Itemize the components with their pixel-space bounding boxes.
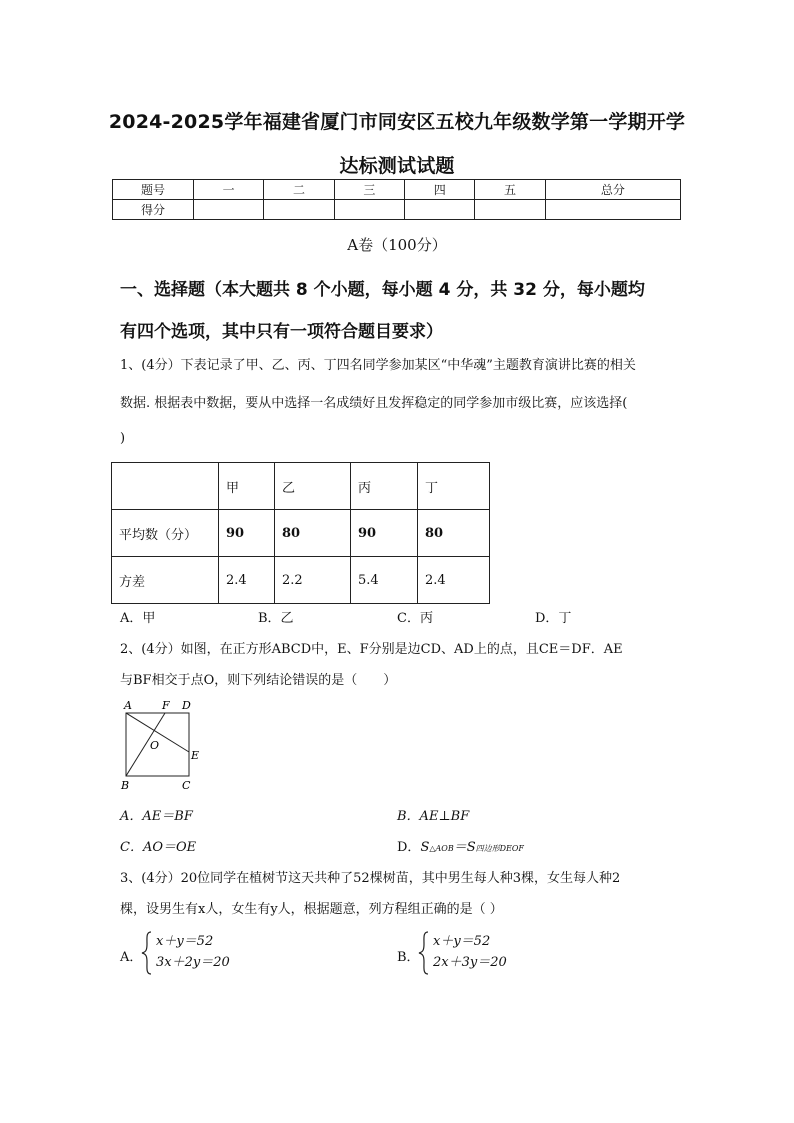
- score-cell: [194, 200, 264, 220]
- score-table-header-row: [113, 180, 681, 200]
- q1-option-c: C．丙: [397, 611, 433, 626]
- score-row-label: 得分: [113, 200, 194, 220]
- score-cell: [264, 200, 334, 220]
- q1-option-a: A．甲: [120, 611, 156, 626]
- label-a: A: [124, 699, 132, 712]
- q2-option-d-prefix: D．: [397, 840, 421, 855]
- q3-option-a-brace: [140, 930, 154, 976]
- title-line-1: 2024-2025学年福建省厦门市同安区五校九年级数学第一学期开学: [108, 111, 686, 133]
- q1-table-row: [112, 557, 490, 604]
- q1-table-header: 乙: [275, 463, 351, 510]
- q3-option-a-system: [156, 931, 230, 973]
- score-header-cell: 总分: [545, 180, 680, 200]
- label-b: B: [121, 779, 130, 792]
- q2-option-c: C．AO＝OE: [120, 840, 197, 855]
- q1-table-row: [112, 510, 490, 557]
- label-d: D: [182, 699, 191, 712]
- q1-table-corner: [112, 463, 219, 510]
- q2-text-line2: 与BF相交于点O，则下列结论错误的是（ ）: [120, 673, 397, 688]
- q1-table-header: 丁: [418, 463, 490, 510]
- score-header-cell: 四: [405, 180, 475, 200]
- q1-text-line1: 1、(4分）下表记录了甲、乙、丙、丁四名同学参加某区“中华魂”主题教育演讲比赛的相关: [120, 358, 636, 373]
- q1-option-d: D．丁: [535, 611, 572, 626]
- q1-table-cell: 90: [351, 510, 418, 557]
- q2-option-d-eq: ＝S: [453, 840, 476, 855]
- label-c: C: [182, 779, 191, 792]
- q2-text-line1: 2、(4分）如图，在正方形ABCD中，E、F分别是边CD、AD上的点，且CE＝DF．AE: [120, 642, 623, 657]
- label-o: O: [150, 739, 160, 752]
- q3-option-a-eq2: 3x＋2y＝20: [156, 955, 230, 970]
- score-header-cell: 二: [264, 180, 334, 200]
- q2-option-d-sub1: △AOB: [429, 844, 454, 853]
- q3-text-line2: 棵，设男生有x人，女生有y人，根据题意，列方程组正确的是（ ）: [120, 902, 503, 917]
- score-table-row: [113, 200, 681, 220]
- q1-option-b: B．乙: [258, 611, 294, 626]
- q1-table-header: 丙: [351, 463, 418, 510]
- q3-option-b-eq1: x＋y＝52: [433, 934, 491, 949]
- q2-option-d-s1: S: [420, 840, 430, 855]
- q3-option-b-system: [433, 931, 507, 973]
- q1-text-line2: 数据. 根据表中数据，要从中选择一名成绩好且发挥稳定的同学参加市级比赛，应该选择(: [120, 396, 628, 411]
- part1-heading-line2: 有四个选项，其中只有一项符合题目要求）: [120, 322, 443, 342]
- q1-table-cell: 90: [219, 510, 275, 557]
- q1-table-cell: 5.4: [351, 557, 418, 604]
- q1-table-cell: 80: [418, 510, 490, 557]
- score-cell: [334, 200, 404, 220]
- q2-option-d: [397, 836, 524, 855]
- q3-option-b-label: B．: [397, 950, 420, 965]
- q1-table-row-label: 方差: [112, 557, 219, 604]
- q1-table-header: 甲: [219, 463, 275, 510]
- q3-option-a-eq1: x＋y＝52: [156, 934, 214, 949]
- label-f: F: [162, 699, 170, 712]
- q1-table-row-label: 平均数（分）: [112, 510, 219, 557]
- segment-bf: [126, 713, 165, 776]
- score-header-cell: 三: [334, 180, 404, 200]
- q1-text-line3: ): [120, 431, 126, 446]
- title-line-2: 达标测试试题: [339, 155, 455, 177]
- q1-table-header-row: [112, 463, 490, 510]
- q2-option-a: A．AE＝BF: [120, 809, 193, 824]
- q3-option-a-label: A．: [120, 950, 143, 965]
- score-cell: [545, 200, 680, 220]
- q2-square-figure: [118, 697, 208, 793]
- section-a-heading: A卷（100分）: [347, 236, 447, 254]
- q3-text-line1: 3、(4分）20位同学在植树节这天共种了52棵树苗，其中男生每人种3棵，女生每人种2: [120, 871, 621, 886]
- q3-option-b-brace: [417, 930, 431, 976]
- q2-option-b: B．AE⊥BF: [397, 809, 470, 824]
- q1-table-cell: 80: [275, 510, 351, 557]
- score-table: [112, 179, 681, 220]
- score-header-cell: 题号: [113, 180, 194, 200]
- q1-table-cell: 2.4: [418, 557, 490, 604]
- q2-option-d-sub2: 四边形DEOF: [475, 844, 524, 853]
- part1-heading-line1: 一、选择题（本大题共 8 个小题，每小题 4 分，共 32 分，每小题均: [120, 280, 645, 300]
- score-cell: [405, 200, 475, 220]
- q1-data-table: [111, 462, 490, 604]
- q3-option-b-eq2: 2x＋3y＝20: [433, 955, 507, 970]
- score-header-cell: 一: [194, 180, 264, 200]
- q1-table-cell: 2.4: [219, 557, 275, 604]
- label-e: E: [191, 749, 200, 762]
- score-header-cell: 五: [475, 180, 545, 200]
- score-cell: [475, 200, 545, 220]
- q1-table-cell: 2.2: [275, 557, 351, 604]
